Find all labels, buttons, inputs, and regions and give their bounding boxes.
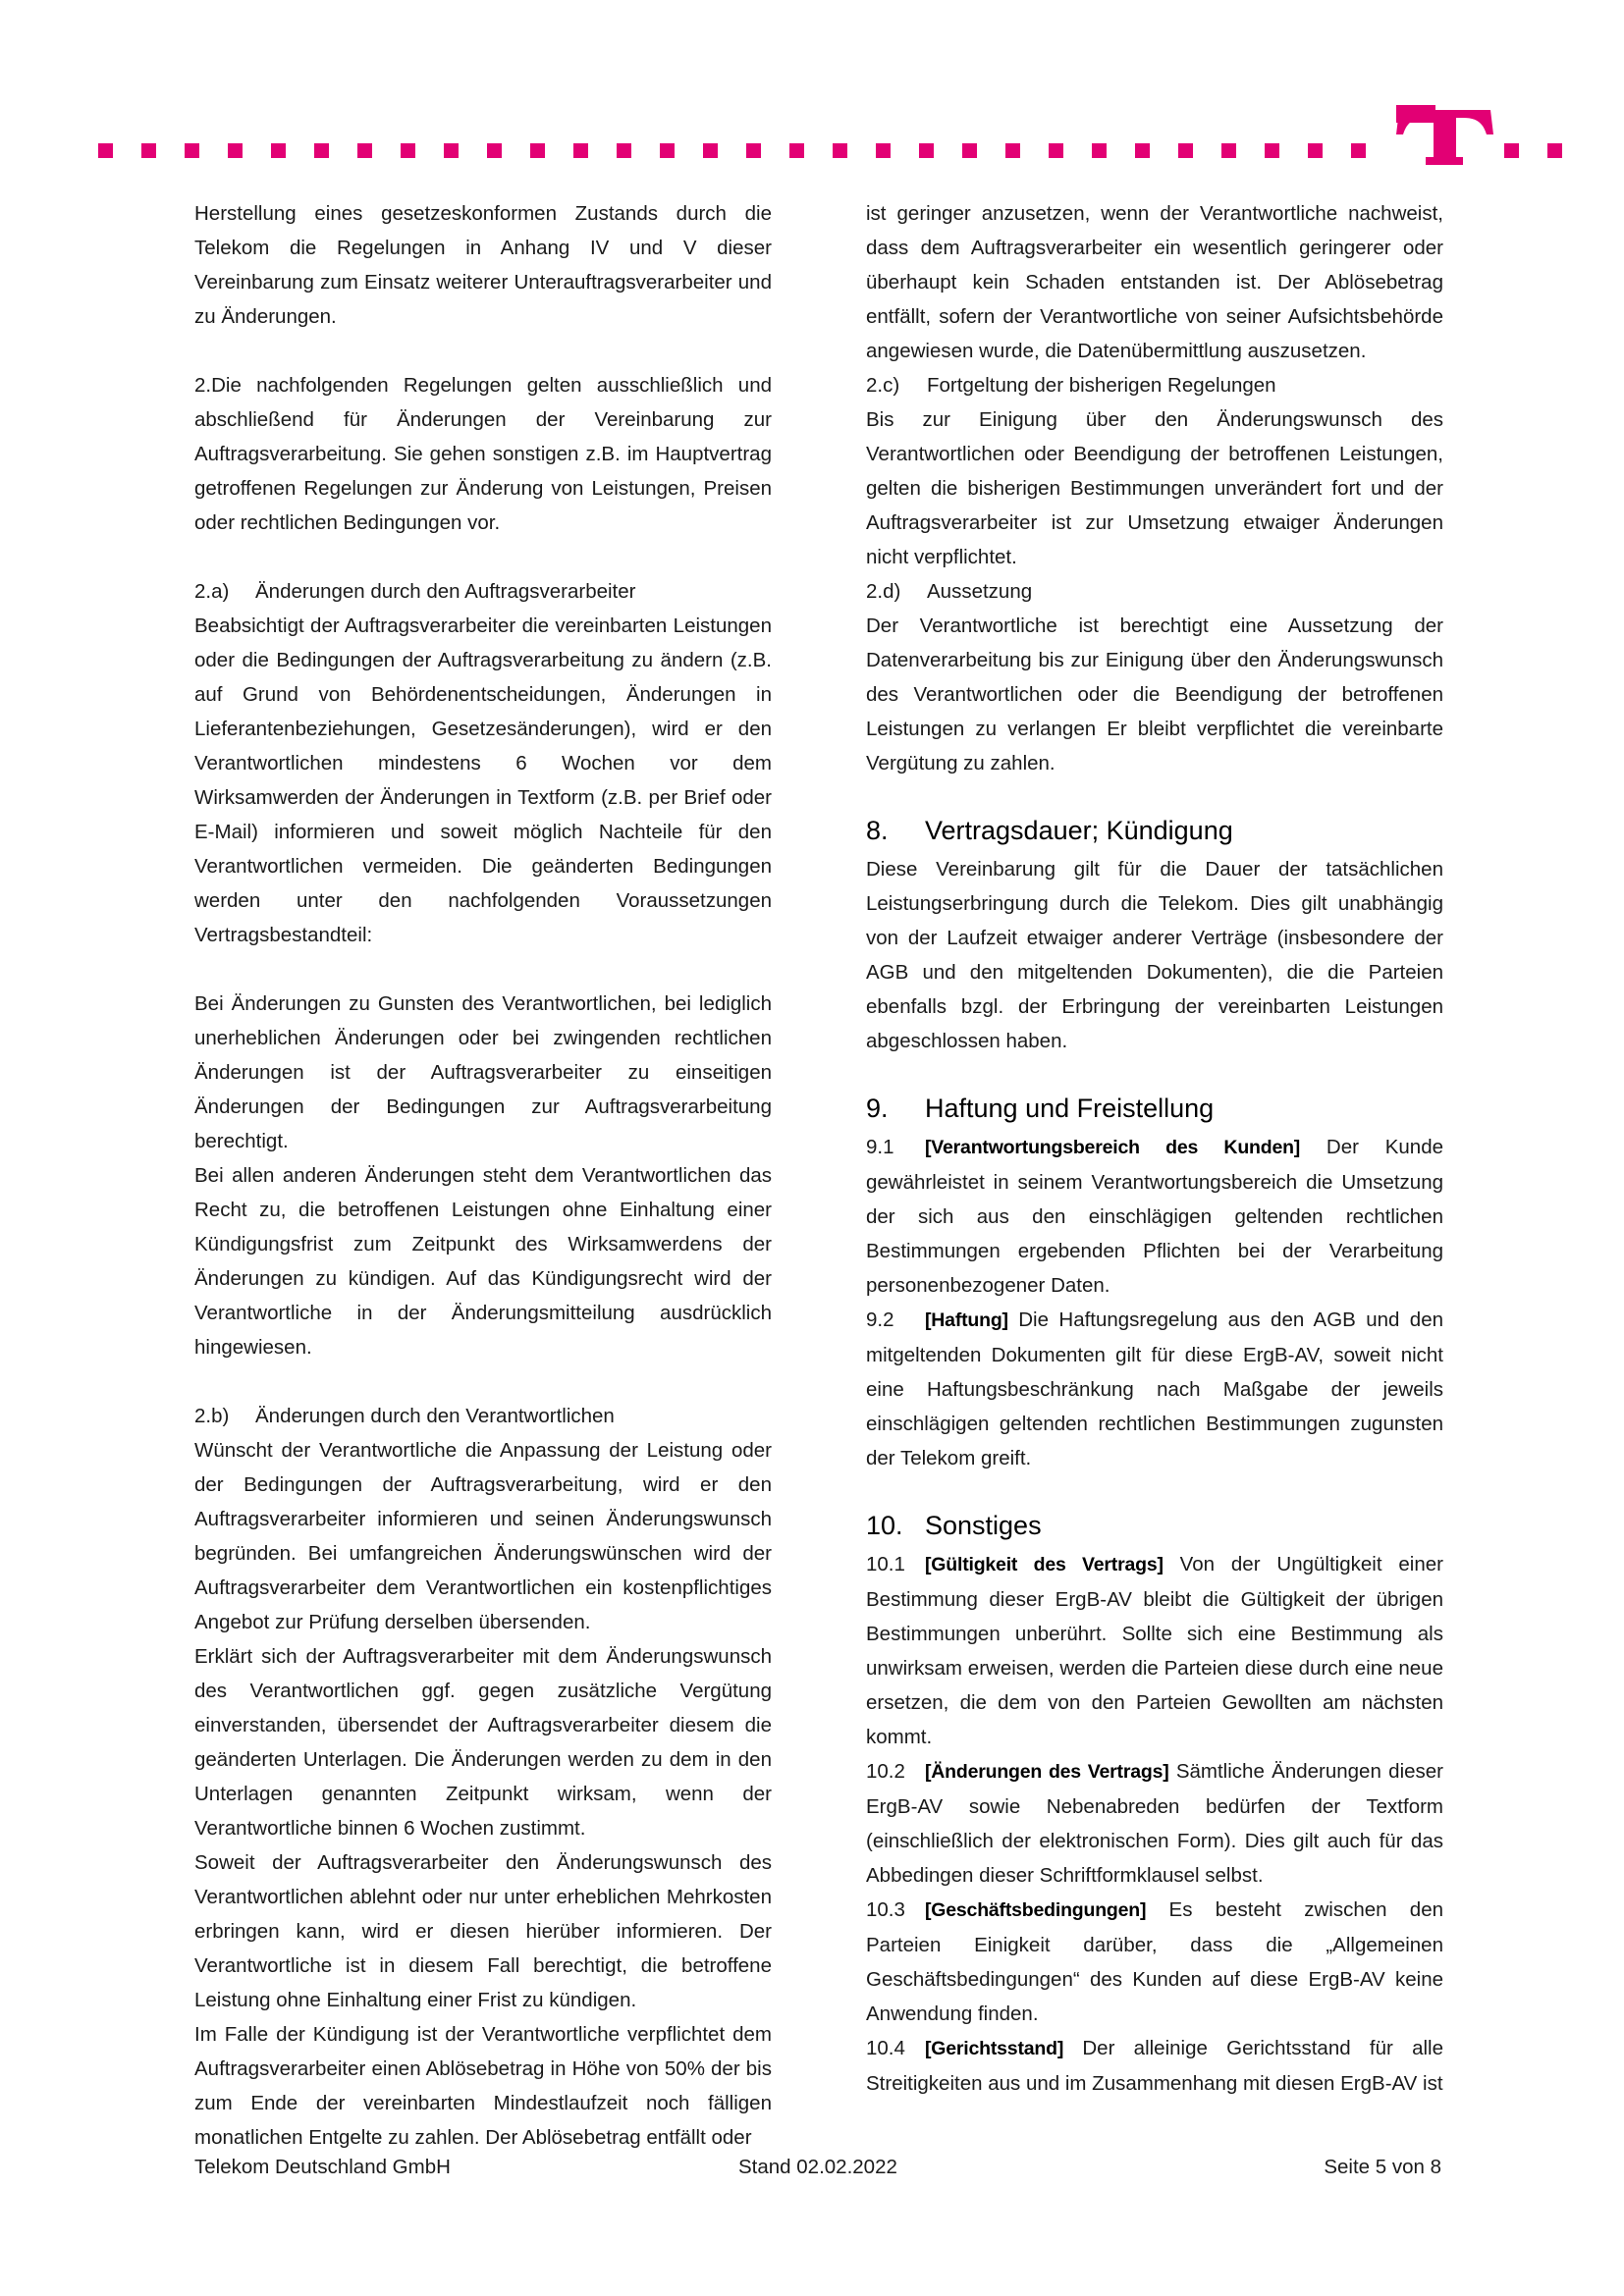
clause-text: Von der Ungültigkeit einer Bestimmung dieser ErgB-AV bleibt die Gültigkeit der übrigen Bestimmungen unberührt. Sollte sich eine Bestimmung als unwirksam erweisen, werden die Parteien diese durch eine neue ersetzen, die dem von den Parteien Gewollten am nächsten kommt. (866, 1553, 1443, 1748)
section-number: 8. (866, 816, 889, 845)
paragraph: Bei Änderungen zu Gunsten des Verantwortlichen, bei lediglich unerheblichen Änderungen oder bei zwingenden rechtlichen Änderungen ist der Auftragsverarbeiter zu einseitigen Änderungen der Bedingungen zur Auftragsverarbeitung berechtigt. (194, 992, 772, 1152)
clause-10-1 (866, 1547, 1443, 1754)
subsection-number: 2.c) (866, 374, 900, 397)
right-column (866, 196, 1443, 2101)
clause-10-2 (866, 1754, 1443, 1893)
clause-tag: [Gerichtsstand] (925, 2038, 1064, 2059)
magenta-dot (1351, 143, 1366, 158)
magenta-dot (1135, 143, 1150, 158)
footer-company: Telekom Deutschland GmbH (194, 2156, 451, 2178)
footer-page-number: Seite 5 von 8 (1324, 2156, 1441, 2178)
magenta-dot (1547, 143, 1562, 158)
clause-number: 10.4 (866, 2037, 905, 2059)
magenta-dot (1049, 143, 1063, 158)
magenta-dot (876, 143, 891, 158)
footer-date: Stand 02.02.2022 (738, 2156, 897, 2178)
magenta-dot (1308, 143, 1323, 158)
magenta-dot (314, 143, 329, 158)
magenta-dot (444, 143, 459, 158)
clause-text: Es besteht zwischen den Parteien Einigkeit darüber, dass die „Allgemeinen Geschäftsbedingungen“ des Kunden auf diese ErgB-AV keine Anwendung finden. (866, 1898, 1443, 2025)
clause-9-2 (866, 1303, 1443, 1475)
clause-text: Der Kunde gewährleistet in seinem Verantwortungsbereich die Umsetzung der sich aus den einschlägigen geltenden rechtlichen Bestimmungen ergebenden Pflichten bei der Verarbeitung personenbezogener Daten. (866, 1136, 1443, 1297)
paragraph: Diese Vereinbarung gilt für die Dauer der tatsächlichen Leistungserbringung durch die Telekom. Dies gilt unabhängig von der Laufzeit etwaiger anderer Verträge (insbesondere der AGB und den mitgeltenden Dokumenten), die die Parteien ebenfalls bzgl. der Erbringung der vereinbarten Leistungen abgeschlossen haben. (866, 858, 1443, 1052)
magenta-dot (703, 143, 718, 158)
clause-number: 10.1 (866, 1553, 905, 1575)
subsection-heading (194, 1399, 772, 1433)
paragraph: Herstellung eines gesetzeskonformen Zustands durch die Telekom die Regelungen in Anhang IV und V dieser Vereinbarung zum Einsatz weiterer Unterauftragsverarbeiter und zu Änderungen. (194, 202, 772, 328)
section-heading-9 (866, 1091, 1443, 1126)
subsection-number: 2.b) (194, 1405, 230, 1427)
subsection-heading (866, 574, 1443, 609)
section-title: Sonstiges (925, 1511, 1042, 1540)
clause-number: 9.2 (866, 1308, 894, 1331)
magenta-dot (1005, 143, 1020, 158)
clause-9-1 (866, 1130, 1443, 1303)
clause-text: Sämtliche Änderungen dieser ErgB-AV sowie Nebenabreden bedürfen der Textform (einschließlich der elektronischen Form). Dies gilt auch für das Abbedingen dieser Schriftformklausel selbst. (866, 1760, 1443, 1887)
magenta-dot (746, 143, 761, 158)
subsection-heading (866, 368, 1443, 402)
clause-tag: [Verantwortungsbereich des Kunden] (925, 1137, 1301, 1158)
paragraph: Soweit der Auftragsverarbeiter den Änderungswunsch des Verantwortlichen ablehnt oder nur unter erheblichen Mehrkosten erbringen kann, wird er diesen hierüber informieren. Der Verantwortliche ist in diesem Fall berechtigt, die betroffene Leistung ohne Einhaltung einer Frist zu kündigen. (194, 1851, 772, 2011)
telekom-t-logo (1396, 105, 1493, 165)
paragraph: Der Verantwortliche ist berechtigt eine Aussetzung der Datenverarbeitung bis zur Einigung über den Änderungswunsch des Verantwortlichen oder die Beendigung der betroffenen Leistungen zu verlangen Er bleibt verpflichtet die vereinbarte Vergütung zu zahlen. (866, 614, 1443, 774)
subsection-title: Fortgeltung der bisherigen Regelungen (927, 374, 1276, 397)
paragraph: Im Falle der Kündigung ist der Verantwortliche verpflichtet dem Auftragsverarbeiter einen Ablösebetrag in Höhe von 50% der bis zum Ende der vereinbarten Mindestlaufzeit noch fälligen monatlichen Entgelte zu zahlen. Der Ablösebetrag entfällt oder (194, 2023, 772, 2149)
clause-tag: [Änderungen des Vertrags] (925, 1761, 1169, 1783)
magenta-dot (789, 143, 804, 158)
clause-text: Die nachfolgenden Regelungen gelten ausschließlich und abschließend für Änderungen der Vereinbarung zur Auftragsverarbeitung. Sie gehen sonstigen z.B. im Hauptvertrag getroffenen Regelungen zur Änderung von Leistungen, Preisen oder rechtlichen Bedingungen vor. (194, 374, 772, 534)
magenta-dot (1092, 143, 1107, 158)
magenta-dot (357, 143, 372, 158)
magenta-dot (271, 143, 286, 158)
magenta-dot (617, 143, 631, 158)
magenta-dot (98, 143, 113, 158)
paragraph: Erklärt sich der Auftragsverarbeiter mit dem Änderungswunsch des Verantwortlichen ggf. gegen zusätzliche Vergütung einverstanden, übersendet der Auftragsverarbeiter diesem die geänderten Unterlagen. Die Änderungen werden zu dem in den Unterlagen genannten Zeitpunkt wirksam, wenn der Verantwortliche binnen 6 Wochen zustimmt. (194, 1645, 772, 1840)
telekom-header-graphic (0, 0, 1624, 196)
clause-10-3 (866, 1893, 1443, 2031)
subsection-title: Änderungen durch den Auftragsverarbeiter (255, 580, 636, 603)
clause-number: 10.2 (866, 1760, 905, 1783)
magenta-dot (228, 143, 243, 158)
paragraph: ist geringer anzusetzen, wenn der Verantwortliche nachweist, dass dem Auftragsverarbeiter ein wesentlich geringerer oder überhaupt kein Schaden entstanden ist. Der Ablösebetrag entfällt, sofern der Verantwortliche von seiner Aufsichtsbehörde angewiesen wurde, die Datenübermittlung auszusetzen. (866, 202, 1443, 362)
clause-tag: [Haftung] (925, 1309, 1008, 1331)
section-heading-10 (866, 1508, 1443, 1543)
magenta-dot (1265, 143, 1279, 158)
section-number: 10. (866, 1511, 903, 1540)
magenta-dot (919, 143, 934, 158)
page-header (0, 0, 1624, 196)
magenta-dot (1178, 143, 1193, 158)
subsection-title: Änderungen durch den Verantwortlichen (255, 1405, 615, 1427)
subsection-number: 2.a) (194, 580, 230, 603)
magenta-dot (833, 143, 847, 158)
magenta-dot (660, 143, 675, 158)
subsection-title: Aussetzung (927, 580, 1033, 603)
left-column (194, 196, 772, 2155)
paragraph: Beabsichtigt der Auftragsverarbeiter die vereinbarten Leistungen oder die Bedingungen der Auftragsverarbeitung zu ändern (z.B. auf Grund von Behördenentscheidungen, Änderungen in Lieferantenbeziehungen, Gesetzesänderungen), wird er den Verantwortlichen mindestens 6 Wochen vor dem Wirksamwerden der Änderungen in Textform (z.B. per Brief oder E-Mail) informieren und soweit möglich Nachteile für den Verantwortlichen vermeiden. Die geänderten Bedingungen werden unter den nachfolgenden Voraussetzungen Vertragsbestandteil: (194, 614, 772, 946)
section-number: 9. (866, 1094, 889, 1123)
magenta-dot (530, 143, 545, 158)
section-title: Vertragsdauer; Kündigung (925, 816, 1233, 845)
clause-number: 10.3 (866, 1898, 905, 1921)
section-title: Haftung und Freistellung (925, 1094, 1215, 1123)
clause-text: Der alleinige Gerichtsstand für alle Streitigkeiten aus und im Zusammenhang mit diesen ErgB-AV ist (866, 2037, 1443, 2095)
magenta-dot (487, 143, 502, 158)
clause-tag: [Geschäftsbedingungen] (925, 1899, 1147, 1921)
paragraph (194, 368, 772, 540)
clause-number: 2. (194, 374, 212, 397)
paragraph: Bis zur Einigung über den Änderungswunsch des Verantwortlichen oder Beendigung der betroffenen Leistungen, gelten die bisherigen Bestimmungen unverändert fort und der Auftragsverarbeiter ist zur Umsetzung etwaiger Änderungen nicht verpflichtet. (866, 408, 1443, 568)
magenta-dot (573, 143, 588, 158)
paragraph: Bei allen anderen Änderungen steht dem Verantwortlichen das Recht zu, die betroffenen Leistungen ohne Einhaltung einer Kündigungsfrist zum Zeitpunkt des Wirksamwerdens der Änderungen zu kündigen. Auf das Kündigungsrecht wird der Verantwortliche in der Änderungsmitteilung ausdrücklich hingewiesen. (194, 1164, 772, 1359)
magenta-dot-line (98, 143, 1562, 158)
clause-10-4 (866, 2031, 1443, 2101)
magenta-dot (401, 143, 415, 158)
clause-number: 9.1 (866, 1136, 894, 1158)
magenta-dot (1221, 143, 1236, 158)
magenta-dot (962, 143, 977, 158)
paragraph: Wünscht der Verantwortliche die Anpassung der Leistung oder der Bedingungen der Auftragsverarbeitung, wird er den Auftragsverarbeiter informieren und seinen Änderungswunsch begründen. Bei umfangreichen Änderungswünschen wird der Auftragsverarbeiter dem Verantwortlichen ein kostenpflichtiges Angebot zur Prüfung derselben übersenden. (194, 1439, 772, 1633)
page-footer (194, 2156, 1441, 2185)
subsection-number: 2.d) (866, 580, 901, 603)
clause-text: Die Haftungsregelung aus den AGB und den mitgeltenden Dokumenten gilt für diese ErgB-AV, soweit nicht eine Haftungsbeschränkung nach Maßgabe der jeweils einschlägigen geltenden rechtlichen Bestimmungen zugunsten der Telekom greift. (866, 1308, 1443, 1469)
section-heading-8 (866, 813, 1443, 848)
magenta-dot (141, 143, 156, 158)
magenta-dot (1504, 143, 1519, 158)
magenta-dot (185, 143, 199, 158)
clause-tag: [Gültigkeit des Vertrags] (925, 1554, 1164, 1575)
subsection-heading (194, 574, 772, 609)
